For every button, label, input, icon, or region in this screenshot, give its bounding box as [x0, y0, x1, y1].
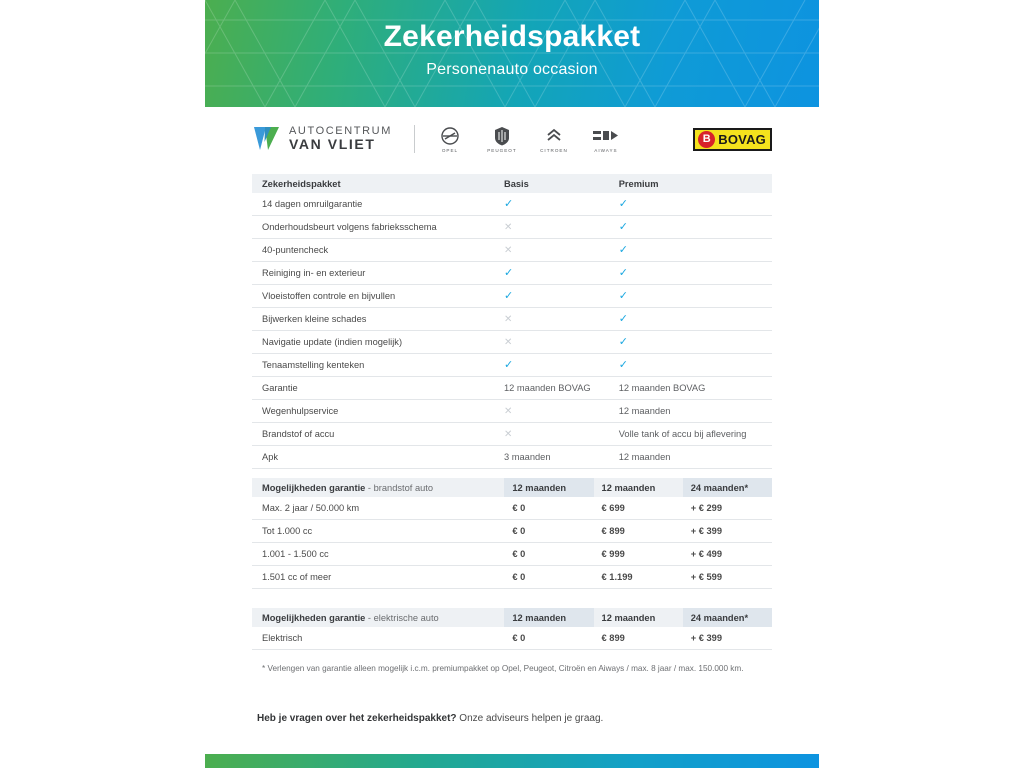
- table-row: [252, 520, 772, 543]
- header-banner: [205, 0, 819, 107]
- col-header-feature: Zekerheidspakket: [252, 174, 496, 193]
- row-label: Wegenhulpservice: [252, 400, 496, 423]
- cell-price-3: + € 399: [683, 627, 772, 650]
- cross-icon: ✕: [503, 221, 513, 233]
- col-header-premium: Premium: [611, 174, 772, 193]
- electric-title: Mogelijkheden garantie: [262, 612, 366, 623]
- table-row: [252, 543, 772, 566]
- col-header-fuel-1: 12 maanden: [504, 478, 593, 497]
- table-row: [252, 216, 772, 239]
- cell-value: 12 maanden: [618, 406, 671, 416]
- contact-question: [257, 713, 603, 724]
- table-row: [252, 331, 772, 354]
- brand-aiways: [589, 126, 623, 153]
- cell-basis: [496, 285, 611, 308]
- logo-strip: [252, 118, 772, 160]
- cell-price-1: € 0: [504, 627, 593, 650]
- cross-icon: ✕: [503, 244, 513, 256]
- row-label: 14 dagen omruilgarantie: [252, 193, 496, 216]
- cell-premium: [611, 400, 772, 423]
- cell-premium: [611, 193, 772, 216]
- opel-logo-icon: [440, 126, 460, 146]
- table-head: [252, 174, 772, 193]
- table-row: [252, 308, 772, 331]
- row-label: Elektrisch: [252, 627, 504, 650]
- cell-basis: [496, 377, 611, 400]
- table-head: [252, 478, 772, 497]
- brand-label: AIWAYS: [594, 147, 618, 153]
- row-label: Brandstof of accu: [252, 423, 496, 446]
- cell-premium: [611, 331, 772, 354]
- cross-icon: ✕: [503, 313, 513, 325]
- table-row: [252, 423, 772, 446]
- cell-price-3: + € 599: [683, 566, 772, 589]
- contact-question-bold: Heb je vragen over het zekerheidspakket?: [257, 713, 457, 724]
- check-icon: ✓: [618, 266, 628, 279]
- dealer-wordmark: [289, 126, 392, 152]
- row-label: Garantie: [252, 377, 496, 400]
- row-label: 1.001 - 1.500 cc: [252, 543, 504, 566]
- bovag-logo: [693, 128, 772, 151]
- brand-opel: [433, 126, 467, 153]
- check-icon: ✓: [618, 358, 628, 371]
- cell-basis: [496, 423, 611, 446]
- cell-price-2: € 899: [594, 627, 683, 650]
- table-body: [252, 497, 772, 589]
- cell-price-1: € 0: [504, 497, 593, 520]
- page-title: Zekerheidspakket: [383, 20, 641, 53]
- col-header-electric-title: [252, 608, 504, 627]
- table-row: [252, 446, 772, 469]
- cell-basis: [496, 239, 611, 262]
- cell-price-3: + € 299: [683, 497, 772, 520]
- dealer-name-line2: VAN VLIET: [289, 136, 376, 153]
- dealer-name-line1: AUTOCENTRUM: [289, 124, 392, 137]
- bovag-mark-icon: [698, 131, 715, 148]
- check-icon: ✓: [618, 220, 628, 233]
- row-label: 1.501 cc of meer: [252, 566, 504, 589]
- table-row: [252, 566, 772, 589]
- cell-premium: [611, 262, 772, 285]
- brand-label: CITROEN: [540, 147, 568, 153]
- table-row: [252, 239, 772, 262]
- check-icon: ✓: [503, 289, 514, 302]
- cell-value: Volle tank of accu bij aflevering: [618, 429, 747, 439]
- fuel-warranty-table: [252, 478, 772, 589]
- cell-price-3: + € 399: [683, 520, 772, 543]
- cell-basis: [496, 308, 611, 331]
- row-label: Bijwerken kleine schades: [252, 308, 496, 331]
- cell-premium: [611, 354, 772, 377]
- cross-icon: ✕: [503, 336, 513, 348]
- col-header-electric-3: 24 maanden*: [683, 608, 772, 627]
- table-header-row: [252, 478, 772, 497]
- cell-price-1: € 0: [504, 566, 593, 589]
- table-row: [252, 400, 772, 423]
- table-header-row: [252, 608, 772, 627]
- electric-warranty-table: [252, 608, 772, 650]
- cell-premium: [611, 308, 772, 331]
- table-row: [252, 497, 772, 520]
- cell-basis: [496, 193, 611, 216]
- check-icon: ✓: [618, 335, 628, 348]
- brand-peugeot: [485, 126, 519, 153]
- cell-value: 12 maanden: [618, 452, 671, 462]
- citroen-logo-icon: [544, 126, 564, 146]
- col-header-fuel-title: [252, 478, 504, 497]
- cell-price-1: € 0: [504, 543, 593, 566]
- table-row: [252, 354, 772, 377]
- table-row: [252, 193, 772, 216]
- electric-title-sub: - elektrische auto: [367, 612, 439, 623]
- table-row: [252, 285, 772, 308]
- col-header-fuel-2: 12 maanden: [594, 478, 683, 497]
- col-header-basis: Basis: [496, 174, 611, 193]
- peugeot-logo-icon: [494, 126, 510, 146]
- col-header-electric-2: 12 maanden: [594, 608, 683, 627]
- cell-basis: [496, 446, 611, 469]
- cell-price-2: € 999: [594, 543, 683, 566]
- cell-premium: [611, 423, 772, 446]
- cell-premium: [611, 377, 772, 400]
- row-label: Navigatie update (indien mogelijk): [252, 331, 496, 354]
- cell-basis: [496, 262, 611, 285]
- check-icon: ✓: [503, 197, 514, 210]
- col-header-fuel-3: 24 maanden*: [683, 478, 772, 497]
- check-icon: ✓: [618, 243, 628, 256]
- van-vliet-mark-icon: [252, 124, 282, 154]
- row-label: Reiniging in- en exterieur: [252, 262, 496, 285]
- cell-price-1: € 0: [504, 520, 593, 543]
- row-label: Tenaamstelling kenteken: [252, 354, 496, 377]
- row-label: 40-puntencheck: [252, 239, 496, 262]
- table-header-row: [252, 174, 772, 193]
- cell-basis: [496, 216, 611, 239]
- col-header-electric-1: 12 maanden: [504, 608, 593, 627]
- row-label: Apk: [252, 446, 496, 469]
- footer-bar: [205, 754, 819, 768]
- brand-label: OPEL: [441, 147, 459, 153]
- cell-value: 12 maanden BOVAG: [618, 383, 706, 393]
- logo-divider: [414, 125, 415, 153]
- cell-premium: [611, 216, 772, 239]
- cell-basis: [496, 331, 611, 354]
- table-body: [252, 627, 772, 650]
- check-icon: ✓: [503, 358, 514, 371]
- footnote: * Verlengen van garantie alleen mogelijk i.c.m. premiumpakket op Opel, Peugeot, Citroën en Aiways / max. 8 jaar / max. 150.000 km.: [262, 664, 744, 673]
- page-subtitle: Personenauto occasion: [426, 61, 598, 78]
- cross-icon: ✕: [503, 428, 513, 440]
- cell-basis: [496, 354, 611, 377]
- cell-basis: [496, 400, 611, 423]
- cell-price-3: + € 499: [683, 543, 772, 566]
- fuel-title-sub: - brandstof auto: [367, 482, 434, 493]
- cell-value: 12 maanden BOVAG: [503, 383, 591, 393]
- table-row: [252, 262, 772, 285]
- brand-citroen: [537, 126, 571, 153]
- cell-price-2: € 1.199: [594, 566, 683, 589]
- bovag-mark-letter: B: [702, 132, 711, 145]
- cross-icon: ✕: [503, 405, 513, 417]
- dealer-logo: [252, 124, 392, 154]
- table-head: [252, 608, 772, 627]
- row-label: Onderhoudsbeurt volgens fabrieksschema: [252, 216, 496, 239]
- check-icon: ✓: [618, 312, 628, 325]
- row-label: Max. 2 jaar / 50.000 km: [252, 497, 504, 520]
- check-icon: ✓: [618, 197, 628, 210]
- cell-premium: [611, 239, 772, 262]
- row-label: Tot 1.000 cc: [252, 520, 504, 543]
- contact-question-rest: Onze adviseurs helpen je graag.: [456, 713, 604, 724]
- row-label: Vloeistoffen controle en bijvullen: [252, 285, 496, 308]
- check-icon: ✓: [618, 289, 628, 302]
- brand-label: PEUGEOT: [487, 147, 517, 153]
- aiways-logo-icon: [593, 126, 619, 146]
- banner-text: [205, 0, 819, 79]
- cell-premium: [611, 285, 772, 308]
- cell-price-2: € 899: [594, 520, 683, 543]
- table-body: [252, 193, 772, 469]
- table-row: [252, 627, 772, 650]
- brand-logos: [433, 126, 623, 153]
- table-row: [252, 377, 772, 400]
- check-icon: ✓: [503, 266, 514, 279]
- fuel-title: Mogelijkheden garantie: [262, 482, 366, 493]
- package-comparison-table: [252, 174, 772, 469]
- bovag-wordmark: BOVAG: [718, 131, 766, 147]
- cell-premium: [611, 446, 772, 469]
- cell-value: 3 maanden: [503, 452, 551, 462]
- cell-price-2: € 699: [594, 497, 683, 520]
